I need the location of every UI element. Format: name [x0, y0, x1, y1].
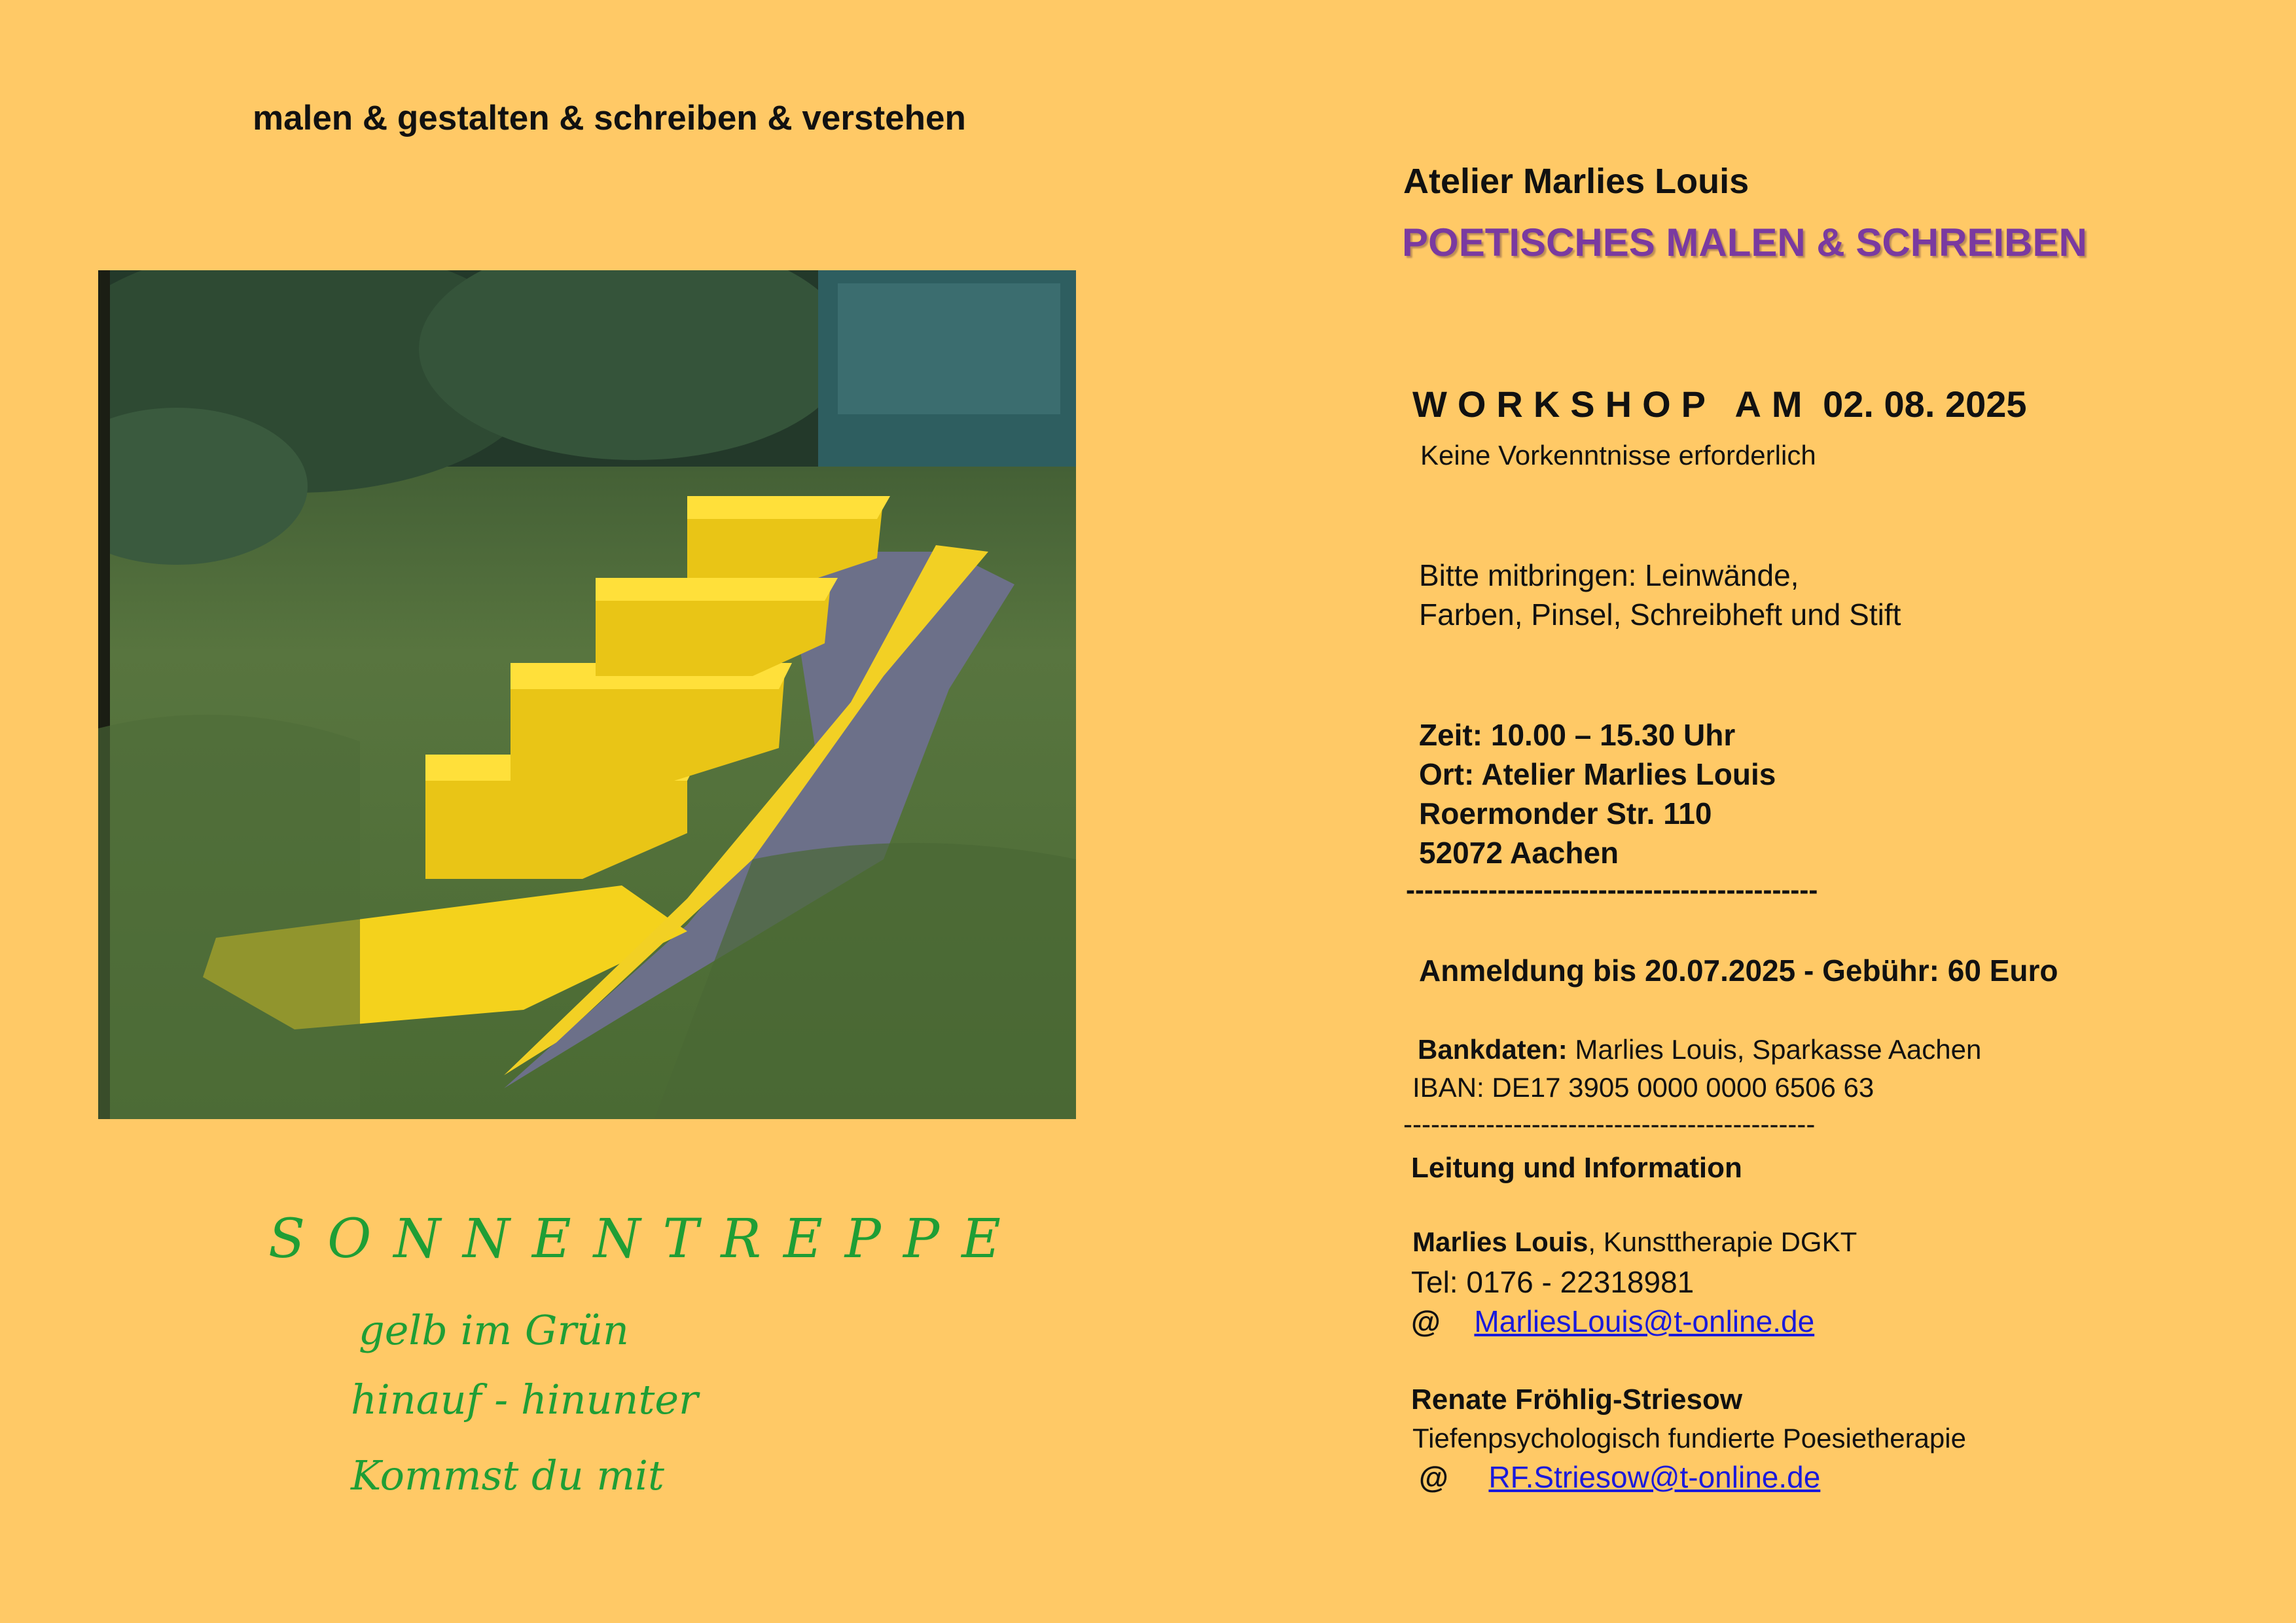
person2-email-link[interactable]: RF.Striesow@t-online.de [1488, 1460, 1821, 1494]
poem-line-1: gelb im Grün [359, 1306, 629, 1354]
atelier-name: Atelier Marlies Louis [1403, 162, 1749, 201]
email-at-icon: @ [1411, 1304, 1441, 1338]
email-at-icon-2: @ [1419, 1460, 1448, 1494]
no-prior-knowledge: Keine Vorkenntnisse erforderlich [1420, 440, 1816, 471]
iban: IBAN: DE17 3905 0000 0000 6506 63 [1412, 1072, 1874, 1103]
workshop-date-value: 02. 08. 2025 [1823, 383, 2027, 425]
poem-line-2: hinauf - hinunter [351, 1376, 698, 1423]
divider-1: --------------------------------------------- [1406, 874, 1818, 905]
poem-line-3: Kommst du mit [351, 1452, 664, 1499]
bank-data [1418, 1034, 1981, 1065]
person1-email-line [1411, 1304, 1814, 1339]
bring-line-1: Bitte mitbringen: Leinwände, [1419, 558, 1799, 592]
bring-line-2: Farben, Pinsel, Schreibheft und Stift [1419, 597, 1901, 632]
person2-email-line [1419, 1459, 1820, 1495]
place: Ort: Atelier Marlies Louis [1419, 757, 1776, 791]
registration: Anmeldung bis 20.07.2025 - Gebühr: 60 Euro [1419, 954, 2058, 988]
workshop-label: WORKSHOP AM [1412, 383, 1813, 425]
divider-2: --------------------------------------------- [1403, 1109, 1816, 1139]
person1-email-link[interactable]: MarliesLouis@t-online.de [1474, 1304, 1815, 1338]
bank-value: Marlies Louis, Sparkasse Aachen [1567, 1034, 1982, 1065]
person2-name: Renate Fröhlig-Striesow [1411, 1383, 1743, 1416]
main-heading: POETISCHES MALEN & SCHREIBEN [1402, 221, 2087, 264]
lead-info-heading: Leitung und Information [1411, 1152, 1742, 1184]
person1-line [1412, 1226, 1857, 1258]
poem-title: SONNENTREPPE [268, 1208, 1024, 1270]
person1-name: Marlies Louis [1412, 1226, 1588, 1257]
person2-role: Tiefenpsychologisch fundierte Poesietherapie [1412, 1423, 1966, 1454]
bank-label: Bankdaten: [1418, 1034, 1568, 1065]
city: 52072 Aachen [1419, 836, 1619, 870]
time: Zeit: 10.00 – 15.30 Uhr [1419, 718, 1736, 752]
person1-tel: Tel: 0176 - 22318981 [1411, 1265, 1695, 1299]
tagline: malen & gestalten & schreiben & verstehen [253, 99, 966, 137]
workshop-date [1412, 383, 2027, 425]
street: Roermonder Str. 110 [1419, 796, 1712, 830]
yellow-stairs-photo [98, 270, 1076, 1119]
person1-role: , Kunsttherapie DGKT [1588, 1226, 1857, 1257]
